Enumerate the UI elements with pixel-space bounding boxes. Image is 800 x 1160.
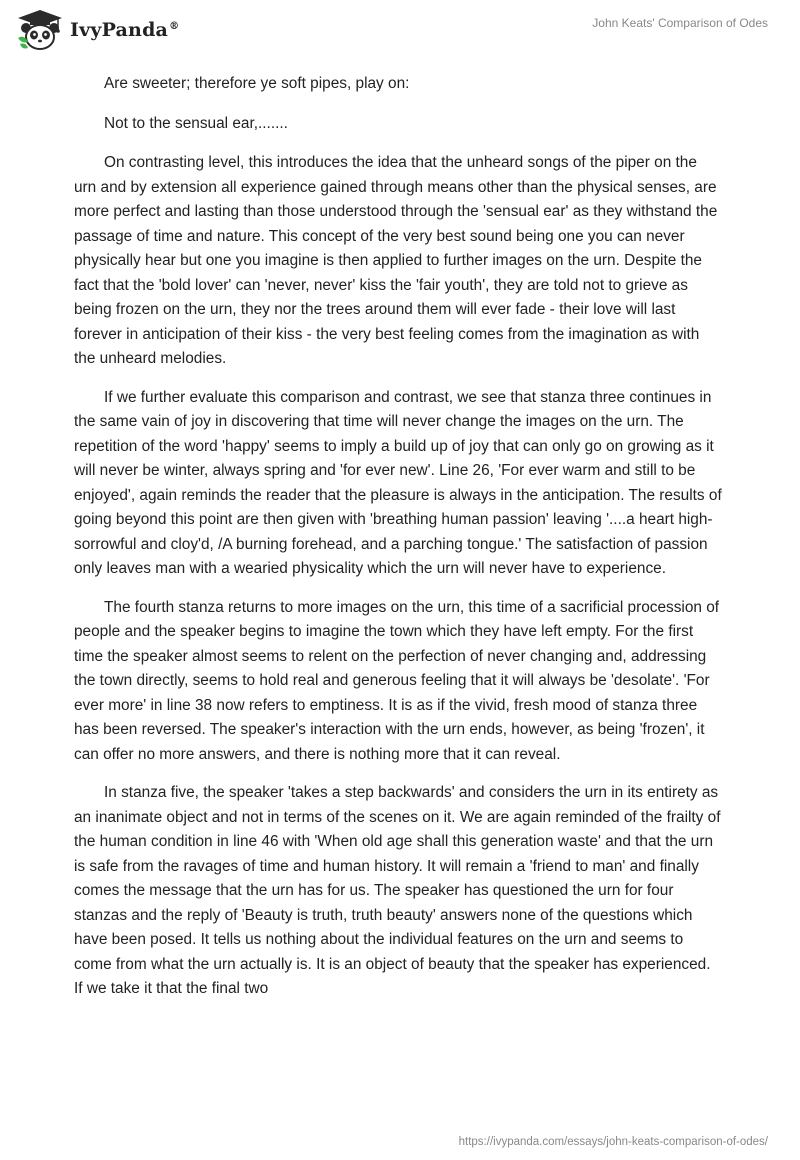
essay-body [74, 72, 722, 1016]
source-url-link[interactable]: https://ivypanda.com/essays/john-keats-comparison-of-odes/ [458, 1136, 768, 1148]
paragraph: On contrasting level, this introduces the idea that the unheard songs of the piper on the urn and by extension all experience gained through means other than the physical senses, are more perfect and lasting than those understood through the 'sensual ear' as they withstand the passage of time and nature. This concept of the very best sound being one you can never physically hear but one you imagine is then applied to further images on the urn. Despite the fact that the 'bold lover' can 'never, never' kiss the 'fair youth', they are told not to grieve as being frozen on the urn, they nor the trees around them will ever fade - their love will last forever in anticipation of their kiss - the very best feeling comes from the imagination as with the unheard melodies. [74, 154, 718, 367]
panda-graduate-icon [14, 8, 66, 52]
page-header [0, 0, 800, 60]
paragraph: If we further evaluate this comparison and contrast, we see that stanza three continues in the same vain of joy in discovering that time will never change the images on the urn. The repetition of the word 'happy' seems to imply a build up of joy that can only go on growing as it will never be winter, always spring and 'for ever new'. Line 26, 'For ever warm and still to be enjoyed', again reminds the reader that the pleasure is always in the anticipation. The results of going beyond this point are then given with 'breathing human passion' leaving '....a heart high-sorrowful and cloy'd, /A burning forehead, and a parching tongue.' The satisfaction of passion only leaves man with a wearied physicality which the urn will never have to experience. [74, 388, 722, 577]
document-title: John Keats' Comparison of Odes [592, 16, 768, 30]
paragraph-quote-line-2: Not to the sensual ear,....... [104, 114, 288, 132]
brand-name: IvyPanda® [70, 19, 180, 41]
paragraph: In stanza five, the speaker 'takes a step backwards' and considers the urn in its entirety as an inanimate object and not in terms of the scenes on it. We are again reminded of the frailty of the human condition in line 46 with 'When old age shall this generation waste' and that the urn is safe from the ravages of time and human history. It will remain a 'friend to man' and finally comes the message that the urn has for us. The speaker has questioned the urn for four stanzas and the reply of 'Beauty is truth, truth beauty' answers none of the questions which have been posed. It tells us nothing about the individual features on the urn and seems to come from what the urn actually is. It is an object of beauty that the speaker has experienced. If we take it that the final two [74, 784, 721, 997]
ivypanda-logo[interactable] [14, 8, 179, 52]
paragraph-quote-line-1: Are sweeter; therefore ye soft pipes, play on: [104, 75, 410, 92]
paragraph: The fourth stanza returns to more images on the urn, this time of a sacrificial procession of people and the speaker begins to imagine the town which they have left empty. For the first time the speaker almost seems to relent on the perfection of never changing and, addressing the town directly, seems to hold real and generous feeling that it will always be 'desolate'. 'For ever more' in line 38 now refers to emptiness. It is as if the vivid, fresh mood of stanza three has been reversed. The speaker's interaction with the urn ends, however, as being 'frozen', it can offer no more answers, and there is nothing more that it can reveal. [74, 598, 720, 763]
